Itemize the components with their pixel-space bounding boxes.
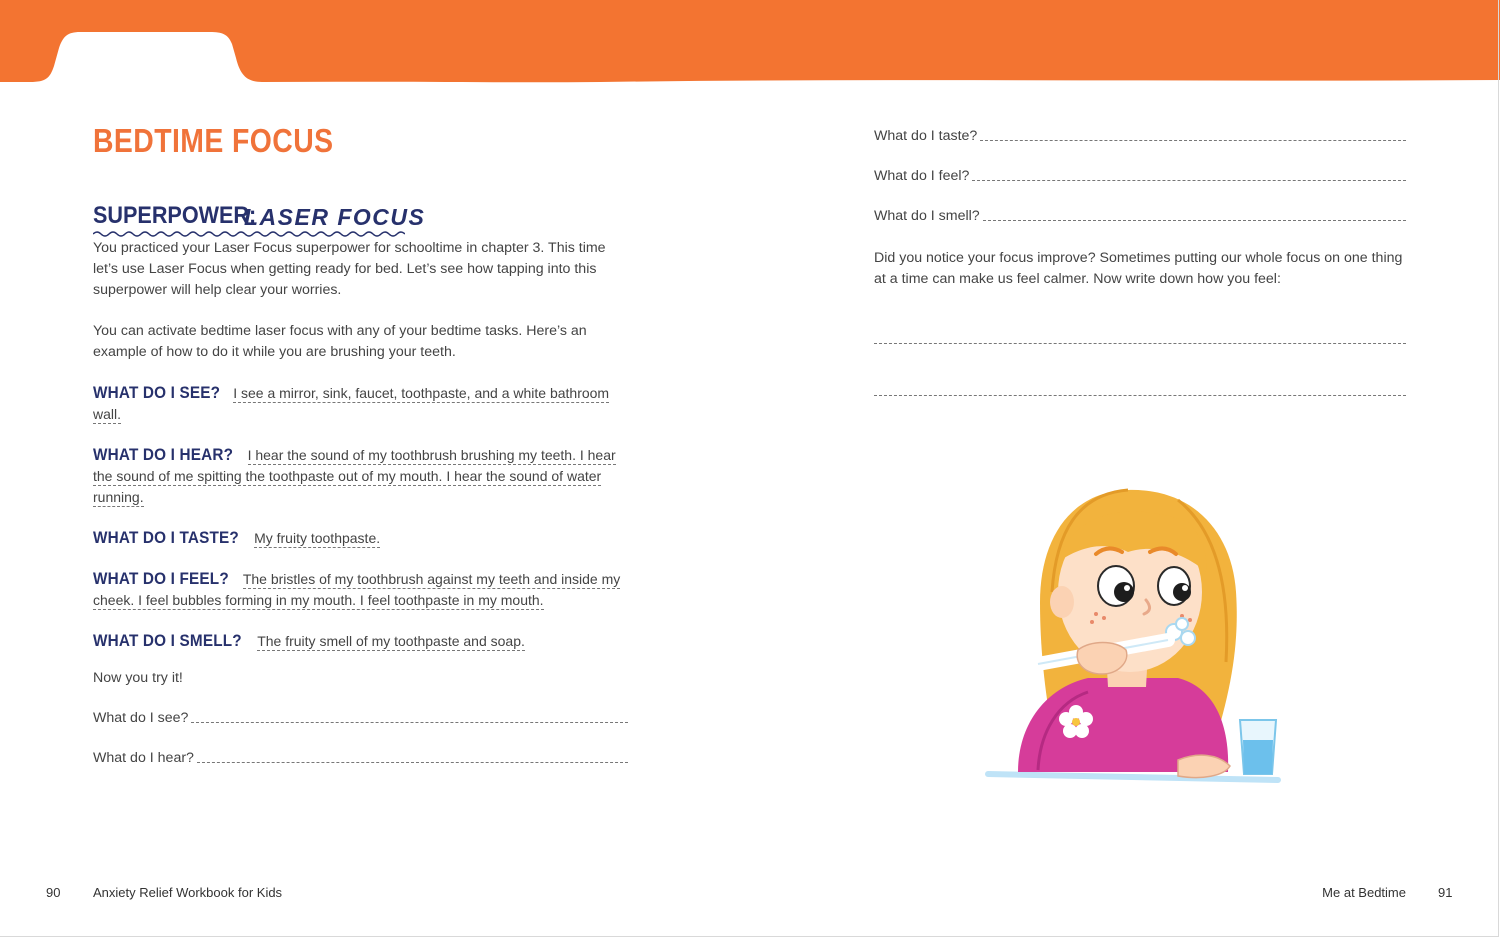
reflection-line[interactable] — [874, 342, 1406, 344]
reflection-line[interactable] — [874, 394, 1406, 396]
example-question: WHAT DO I SMELL? — [93, 631, 242, 650]
left-page — [93, 122, 628, 766]
intro-paragraph-1: You practiced your Laser Focus superpower for schooltime in chapter 3. This time let’s use Laser Focus when getting ready for bed. Let’s see how tapping into this superpower will help clear your worries. — [93, 240, 606, 298]
try-it-prompt: Now you try it! — [93, 670, 183, 686]
fill-in-smell[interactable] — [874, 208, 1406, 224]
example-answer: I hear the sound of my toothbrush brushing my teeth. I hear the sound of me spitting the toothpaste out of my mouth. I hear the sound of water running. — [93, 447, 616, 505]
fill-in-hear[interactable] — [93, 750, 628, 766]
example-answer: I see a mirror, sink, faucet, toothpaste, and a white bathroom wall. — [93, 385, 610, 422]
example-see — [93, 382, 628, 425]
left-running-title: Anxiety Relief Workbook for Kids — [93, 885, 283, 900]
example-smell — [93, 630, 628, 652]
superpower-heading — [93, 202, 628, 238]
fill-in-line[interactable] — [980, 139, 1406, 141]
example-question: WHAT DO I HEAR? — [93, 445, 234, 464]
fill-in-label: What do I hear? — [93, 750, 194, 766]
fill-in-label: What do I taste? — [874, 128, 978, 144]
example-taste — [93, 527, 628, 549]
fill-in-label: What do I see? — [93, 710, 189, 726]
example-question: WHAT DO I TASTE? — [93, 528, 239, 547]
fill-in-label: What do I feel? — [874, 168, 970, 184]
superpower-label: SUPERPOWER: — [93, 202, 257, 229]
fill-in-taste[interactable] — [874, 128, 1406, 144]
example-feel — [93, 568, 628, 611]
right-page-number: 91 — [1438, 885, 1453, 900]
fill-in-see[interactable] — [93, 710, 628, 726]
left-page-number: 90 — [46, 885, 61, 900]
fill-in-line[interactable] — [197, 761, 628, 763]
right-running-title: Me at Bedtime — [1322, 885, 1406, 900]
fill-in-line[interactable] — [191, 721, 628, 723]
chapter-tab-header — [0, 0, 1500, 84]
example-answer: The bristles of my toothbrush against my teeth and inside my cheek. I feel bubbles forming in my mouth. I feel toothpaste in my mouth. — [93, 571, 621, 608]
girl-brushing-teeth-illustration — [978, 482, 1283, 794]
fill-in-feel[interactable] — [874, 168, 1406, 184]
example-question: WHAT DO I FEEL? — [93, 569, 229, 588]
reflection-prompt: Did you notice your focus improve? Sometimes putting our whole focus on one thing at a time can make us feel calmer. Now write down how you feel: — [874, 250, 1403, 287]
fill-in-line[interactable] — [972, 179, 1406, 181]
fill-in-label: What do I smell? — [874, 208, 980, 224]
right-page — [874, 128, 1406, 396]
page-title: BEDTIME FOCUS — [93, 122, 334, 159]
example-question: WHAT DO I SEE? — [93, 383, 221, 402]
intro-paragraph-2: You can activate bedtime laser focus with any of your bedtime tasks. Here’s an example of how to do it while you are brushing your teeth. — [93, 323, 587, 360]
fill-in-line[interactable] — [983, 219, 1406, 221]
example-answer: My fruity toothpaste. — [254, 530, 381, 546]
example-hear — [93, 444, 628, 508]
example-answer: The fruity smell of my toothpaste and soap. — [257, 633, 525, 649]
superpower-name: LASER FOCUS — [244, 204, 426, 230]
wavy-underline-icon — [93, 230, 405, 238]
